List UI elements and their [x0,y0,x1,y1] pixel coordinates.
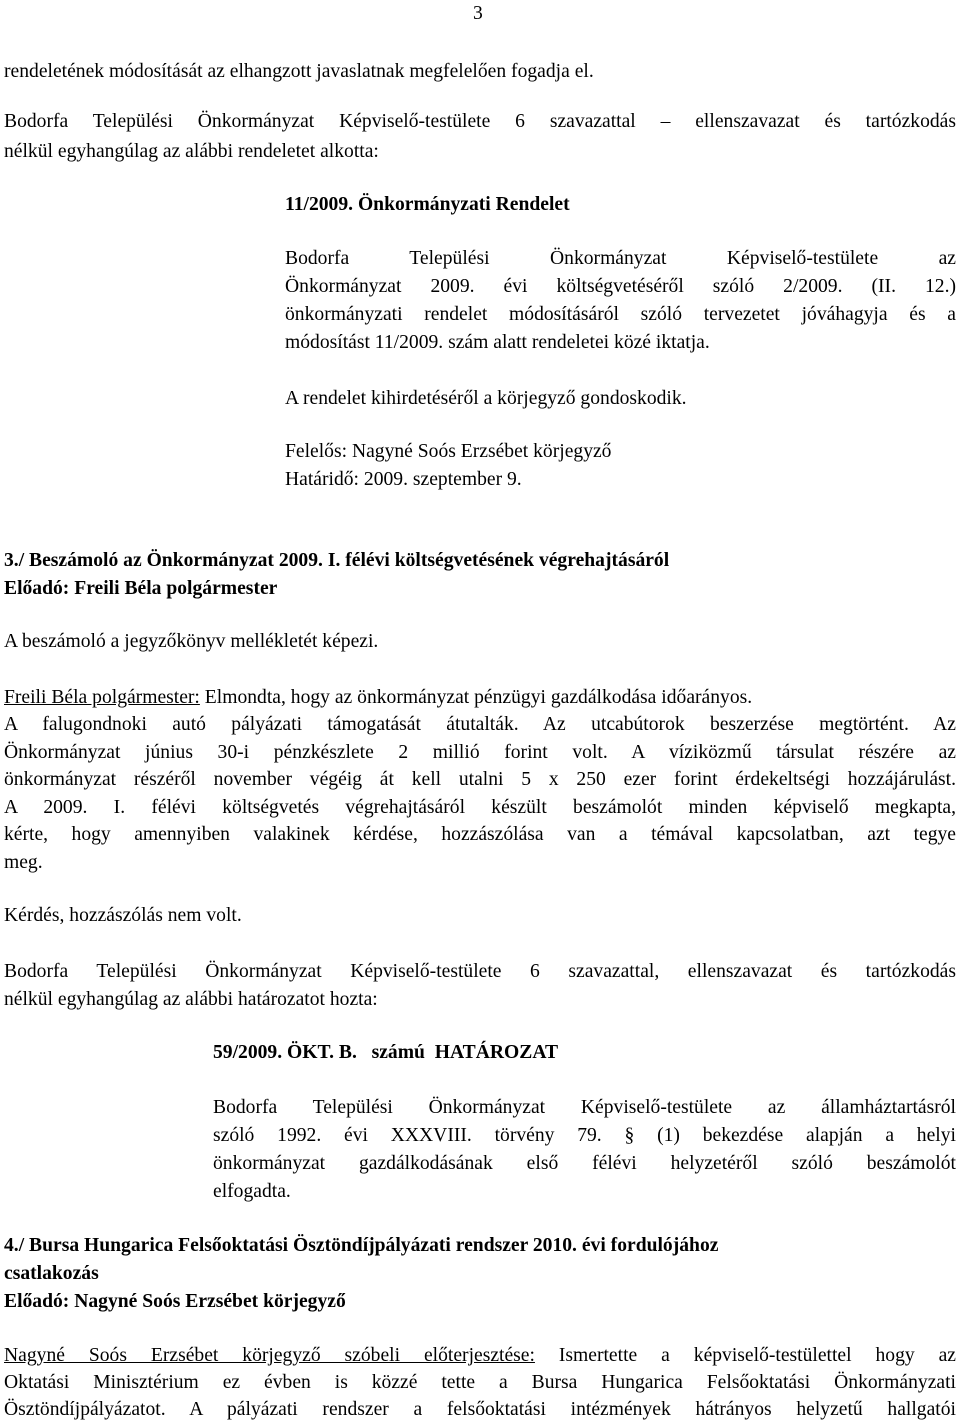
rendelet-text-line: Bodorfa Települési Önkormányzat Képviselő-testülete az [285,248,956,269]
speaker-name: Nagyné Soós Erzsébet körjegyző szóbeli előterjesztése: [4,1345,535,1366]
hatarozat-text-line: elfogadta. [213,1181,291,1202]
text-line: kérte, hogy amennyiben valakinek kérdése, hozzászólása van a témával kapcsolatban, azt tegye [4,824,956,845]
section-4-heading: csatlakozás [4,1263,99,1284]
text-line: Oktatási Minisztérium ez évben is közzé tette a Bursa Hungarica Felsőoktatási Önkormányzati [4,1372,956,1393]
text-line [4,688,752,708]
hatarozat-text-line: szóló 1992. évi XXXVIII. törvény 79. § (1) bekezdése alapján a helyi [213,1125,956,1146]
felelos-line: Felelős: Nagyné Soós Erzsébet körjegyző [285,441,612,462]
section-4-heading: 4./ Bursa Hungarica Felsőoktatási Ösztöndíjpályázati rendszer 2010. évi fordulójához [4,1235,719,1256]
text-line: A beszámoló a jegyzőkönyv mellékletét képezi. [4,631,379,652]
text-line: Bodorfa Települési Önkormányzat Képviselő-testülete 6 szavazattal – ellenszavazat és tartózkodás [4,111,956,132]
text-line [4,1346,956,1366]
section-3-presenter: Előadó: Freili Béla polgármester [4,578,278,599]
hatarido-line: Határidő: 2009. szeptember 9. [285,469,522,490]
section-3-heading: 3./ Beszámoló az Önkormányzat 2009. I. félévi költségvetésének végrehajtásáról [4,550,670,571]
section-4-presenter: Előadó: Nagyné Soós Erzsébet körjegyző [4,1291,346,1312]
text-line: rendeletének módosítását az elhangzott javaslatnak megfelelően fogadja el. [4,61,594,82]
text-line: Önkormányzat június 30-i pénzkészlete 2 millió forint volt. A víziközmű társulat részére az [4,742,956,763]
speaker-text: Elmondta, hogy az önkormányzat pénzügyi gazdálkodása időarányos. [199,687,753,708]
rendelet-text-line: módosítást 11/2009. szám alatt rendeletei közé iktatja. [285,332,710,353]
text-line: Bodorfa Települési Önkormányzat Képviselő-testülete 6 szavazattal, ellenszavazat és tartózkodás [4,961,956,982]
text-line: nélkül egyhangúlag az alábbi határozatot hozta: [4,989,378,1010]
text-line: A 2009. I. félévi költségvetés végrehajtásáról készült beszámolót minden képviselő megkapta, [4,797,956,818]
hatarozat-text-line: Bodorfa Települési Önkormányzat Képviselő-testülete az államháztartásról [213,1097,956,1118]
text-line: önkormányzat részéről november végéig át kell utalni 5 x 250 ezer forint érdekeltségi hozzájárulást. [4,769,956,790]
hatarozat-text-line: önkormányzat gazdálkodásának első félévi helyzetéről szóló beszámolót [213,1153,956,1174]
speaker-text: Ismertette a képviselő-testülettel hogy az [534,1345,956,1366]
text-line: Kérdés, hozzászólás nem volt. [4,905,242,926]
hatarozat-title: 59/2009. ÖKT. B. számú HATÁROZAT [213,1042,559,1063]
text-line: nélkül egyhangúlag az alábbi rendeletet alkotta: [4,141,379,162]
kihirdetes-line: A rendelet kihirdetéséről a körjegyző gondoskodik. [285,388,687,409]
text-line: meg. [4,852,43,873]
text-line: Ösztöndíjpályázatot. A pályázati rendszer a felsőoktatási intézmények hátrányos helyzetű hallgatói [4,1399,956,1420]
rendelet-text-line: önkormányzati rendelet módosításáról szóló tervezetet jóváhagyja és a [285,304,956,325]
speaker-name: Freili Béla polgármester: [4,687,200,708]
rendelet-title: 11/2009. Önkormányzati Rendelet [285,194,570,215]
page-number: 3 [473,3,483,24]
text-line: A falugondnoki autó pályázati támogatását átutalták. Az utcabútorok beszerzése megtörtént. Az [4,714,956,735]
rendelet-text-line: Önkormányzat 2009. évi költségvetéséről szóló 2/2009. (II. 12.) [285,276,956,297]
